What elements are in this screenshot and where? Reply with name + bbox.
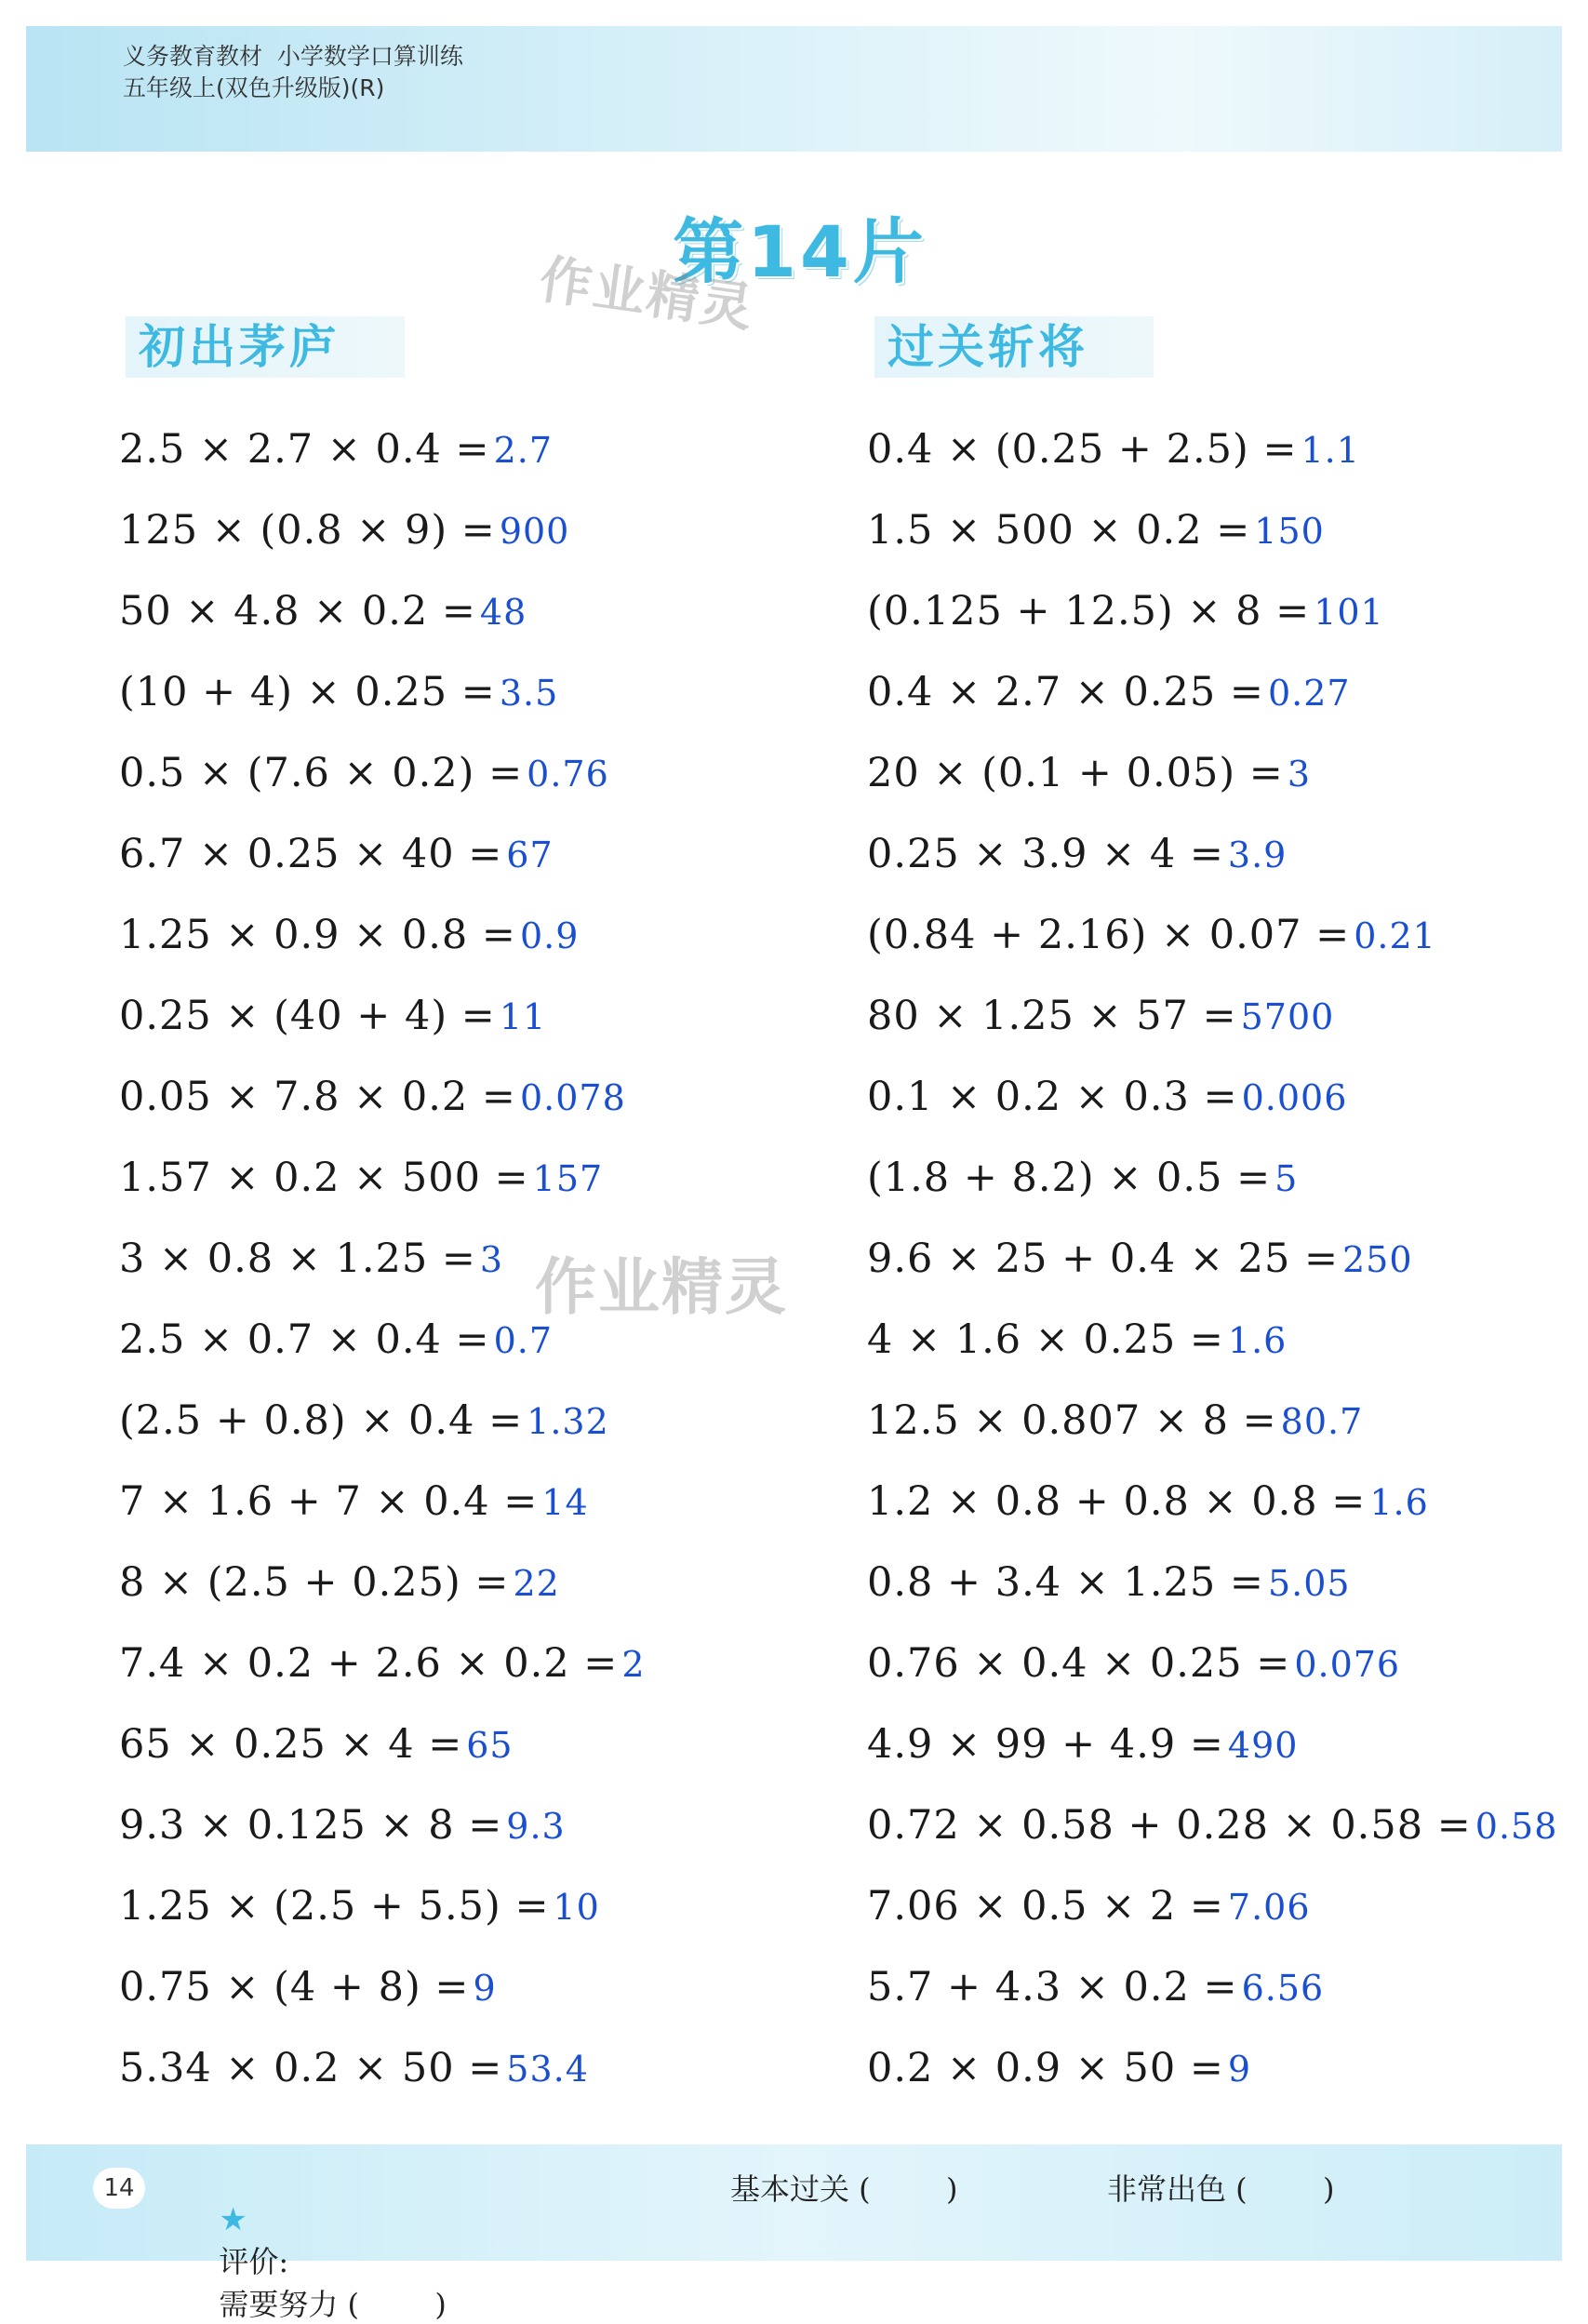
problem-expression: 0.5 × (7.6 × 0.2) = xyxy=(119,750,524,796)
problem-expression: 7.06 × 0.5 × 2 = xyxy=(867,1883,1224,1930)
problem-row xyxy=(119,1138,646,1219)
problem-answer: 3 xyxy=(479,1239,504,1280)
problem-answer: 0.006 xyxy=(1241,1077,1348,1118)
problem-row xyxy=(119,895,646,976)
problem-expression: 4 × 1.6 × 0.25 = xyxy=(867,1316,1224,1363)
problem-answer: 250 xyxy=(1342,1239,1413,1280)
problem-expression: 80 × 1.25 × 57 = xyxy=(867,993,1237,1039)
problem-answer: 1.32 xyxy=(527,1401,609,1442)
problem-row xyxy=(119,1866,646,1947)
problem-expression: 0.72 × 0.58 + 0.28 × 0.58 = xyxy=(867,1802,1472,1849)
problem-row xyxy=(119,571,646,652)
problem-row xyxy=(119,652,646,733)
problem-expression: 12.5 × 0.807 × 8 = xyxy=(867,1397,1277,1444)
star-icon: ★ xyxy=(219,2201,247,2238)
problem-answer: 0.078 xyxy=(519,1077,626,1118)
problem-answer: 0.7 xyxy=(493,1320,554,1361)
problem-expression: 5.34 × 0.2 × 50 = xyxy=(119,2045,503,2091)
problem-expression: 20 × (0.1 + 0.05) = xyxy=(867,750,1284,796)
problem-answer: 14 xyxy=(541,1482,589,1523)
problem-expression: 1.5 × 500 × 0.2 = xyxy=(867,507,1251,554)
problem-row xyxy=(867,1381,1557,1462)
problem-row xyxy=(119,1057,646,1138)
problem-row xyxy=(867,490,1557,571)
rating-option-excellent: 非常出色 ( ) xyxy=(1107,2171,1335,2207)
problem-expression: 0.25 × 3.9 × 4 = xyxy=(867,831,1224,877)
problem-expression: 1.57 × 0.2 × 500 = xyxy=(119,1155,529,1201)
problem-row xyxy=(119,1219,646,1300)
problem-answer: 48 xyxy=(479,592,527,633)
rating-option-needs-effort: 需要努力 ( ) xyxy=(219,2287,447,2322)
problem-expression: 1.2 × 0.8 + 0.8 × 0.8 = xyxy=(867,1478,1367,1525)
problem-answer: 6.56 xyxy=(1241,1968,1325,2009)
watermark: 作业精灵 xyxy=(535,1251,788,1323)
problem-answer: 1.1 xyxy=(1301,430,1360,471)
problem-answer: 0.9 xyxy=(519,915,580,956)
problem-expression: 2.5 × 2.7 × 0.4 = xyxy=(119,426,490,473)
problem-row xyxy=(119,1785,646,1866)
page-number: 14 xyxy=(93,2168,145,2209)
problem-expression: 0.76 × 0.4 × 0.25 = xyxy=(867,1640,1291,1687)
problem-expression: 1.25 × (2.5 + 5.5) = xyxy=(119,1883,550,1930)
problem-expression: 9.3 × 0.125 × 8 = xyxy=(119,1802,503,1849)
problem-expression: 0.8 + 3.4 × 1.25 = xyxy=(867,1559,1264,1606)
problem-row xyxy=(867,571,1557,652)
book-info xyxy=(123,41,463,104)
problem-expression: 0.75 × (4 + 8) = xyxy=(119,1964,470,2010)
problem-answer: 10 xyxy=(553,1887,600,1928)
problem-row xyxy=(119,2028,646,2109)
problem-answer: 65 xyxy=(466,1725,514,1766)
problem-row xyxy=(867,1866,1557,1947)
page-title: 第14片 xyxy=(673,210,927,293)
problem-row xyxy=(867,1947,1557,2028)
rating-option-pass: 基本过关 ( ) xyxy=(730,2171,958,2207)
section-title-right: 过关斩将 xyxy=(874,316,1154,378)
problem-row xyxy=(867,1219,1557,1300)
problem-row xyxy=(119,1947,646,2028)
problem-answer: 2.7 xyxy=(493,430,554,471)
problem-expression: 7 × 1.6 + 7 × 0.4 = xyxy=(119,1478,539,1525)
problem-expression: 0.05 × 7.8 × 0.2 = xyxy=(119,1074,516,1120)
problem-answer: 3.9 xyxy=(1227,835,1288,875)
problem-answer: 5700 xyxy=(1240,996,1335,1037)
problem-answer: 0.21 xyxy=(1354,915,1436,956)
problem-expression: (1.8 + 8.2) × 0.5 = xyxy=(867,1155,1272,1201)
evaluation xyxy=(200,2166,447,2324)
problem-expression: 65 × 0.25 × 4 = xyxy=(119,1721,463,1768)
problem-answer: 9.3 xyxy=(506,1806,566,1847)
problem-row xyxy=(867,976,1557,1057)
problem-expression: 50 × 4.8 × 0.2 = xyxy=(119,588,476,634)
problem-expression: 5.7 + 4.3 × 0.2 = xyxy=(867,1964,1238,2010)
problem-answer: 53.4 xyxy=(506,2049,589,2090)
problem-answer: 0.58 xyxy=(1475,1806,1558,1847)
problem-answer: 490 xyxy=(1227,1725,1299,1766)
problem-expression: (0.125 + 12.5) × 8 = xyxy=(867,588,1311,634)
problem-expression: 2.5 × 0.7 × 0.4 = xyxy=(119,1316,490,1363)
problem-row xyxy=(867,1300,1557,1381)
problem-answer: 22 xyxy=(513,1563,560,1604)
problem-row xyxy=(867,652,1557,733)
problem-answer: 0.076 xyxy=(1294,1644,1401,1685)
problem-answer: 2 xyxy=(621,1644,646,1685)
problem-row xyxy=(867,1057,1557,1138)
problem-expression: (2.5 + 0.8) × 0.4 = xyxy=(119,1397,524,1444)
problem-row xyxy=(119,1623,646,1704)
problem-expression: 0.4 × (0.25 + 2.5) = xyxy=(867,426,1298,473)
watermark: 作业精灵 xyxy=(535,249,758,340)
problem-expression: 8 × (2.5 + 0.25) = xyxy=(119,1559,510,1606)
problem-answer: 0.27 xyxy=(1267,673,1351,714)
problem-row xyxy=(867,733,1557,814)
problem-expression: 1.25 × 0.9 × 0.8 = xyxy=(119,912,516,958)
problem-expression: 0.2 × 0.9 × 50 = xyxy=(867,2045,1224,2091)
problem-answer: 11 xyxy=(499,996,547,1037)
problem-expression: 0.4 × 2.7 × 0.25 = xyxy=(867,669,1264,715)
problem-answer: 5.05 xyxy=(1267,1563,1351,1604)
problem-row xyxy=(119,1381,646,1462)
problem-answer: 3 xyxy=(1287,754,1312,795)
problem-row xyxy=(119,1300,646,1381)
problem-row xyxy=(119,1543,646,1623)
problem-row xyxy=(119,976,646,1057)
problem-row xyxy=(867,814,1557,895)
problem-answer: 7.06 xyxy=(1227,1887,1311,1928)
problem-answer: 150 xyxy=(1254,511,1325,552)
problem-list-right xyxy=(867,409,1557,2109)
book-series: 义务教育教材 小学数学口算训练 xyxy=(123,43,463,70)
problem-expression: 9.6 × 25 + 0.4 × 25 = xyxy=(867,1235,1339,1282)
problem-expression: (0.84 + 2.16) × 0.07 = xyxy=(867,912,1351,958)
book-edition: 五年级上(双色升级版)(R) xyxy=(123,74,385,101)
problem-answer: 101 xyxy=(1314,592,1384,633)
problem-row xyxy=(867,1138,1557,1219)
problem-answer: 9 xyxy=(1227,2049,1252,2090)
problem-row xyxy=(867,1623,1557,1704)
problem-row xyxy=(867,895,1557,976)
section-title-left: 初出茅庐 xyxy=(126,316,405,378)
problem-expression: 6.7 × 0.25 × 40 = xyxy=(119,831,503,877)
problem-answer: 900 xyxy=(499,511,570,552)
problem-answer: 67 xyxy=(506,835,554,875)
problem-expression: 3 × 0.8 × 1.25 = xyxy=(119,1235,476,1282)
problem-expression: 0.1 × 0.2 × 0.3 = xyxy=(867,1074,1238,1120)
problem-row xyxy=(119,490,646,571)
problem-expression: (10 + 4) × 0.25 = xyxy=(119,669,496,715)
problem-list-left xyxy=(119,409,646,2109)
problem-answer: 80.7 xyxy=(1280,1401,1364,1442)
problem-expression: 125 × (0.8 × 9) = xyxy=(119,507,496,554)
evaluation-label: 评价: xyxy=(219,2244,289,2279)
problem-answer: 1.6 xyxy=(1369,1482,1429,1523)
problem-expression: 0.25 × (40 + 4) = xyxy=(119,993,496,1039)
problem-answer: 9 xyxy=(473,1968,497,2009)
problem-answer: 157 xyxy=(532,1158,604,1199)
problem-row xyxy=(119,1704,646,1785)
problem-row xyxy=(867,1704,1557,1785)
problem-row xyxy=(119,814,646,895)
problem-expression: 7.4 × 0.2 + 2.6 × 0.2 = xyxy=(119,1640,619,1687)
problem-expression: 4.9 × 99 + 4.9 = xyxy=(867,1721,1224,1768)
problem-row xyxy=(867,1785,1557,1866)
problem-row xyxy=(867,2028,1557,2109)
problem-answer: 5 xyxy=(1274,1158,1299,1199)
problem-row xyxy=(867,1543,1557,1623)
problem-answer: 3.5 xyxy=(499,673,559,714)
problem-answer: 1.6 xyxy=(1227,1320,1288,1361)
problem-row xyxy=(867,409,1557,490)
problem-row xyxy=(867,1462,1557,1543)
problem-row xyxy=(119,733,646,814)
problem-row xyxy=(119,1462,646,1543)
problem-answer: 0.76 xyxy=(527,754,609,795)
problem-row xyxy=(119,409,646,490)
